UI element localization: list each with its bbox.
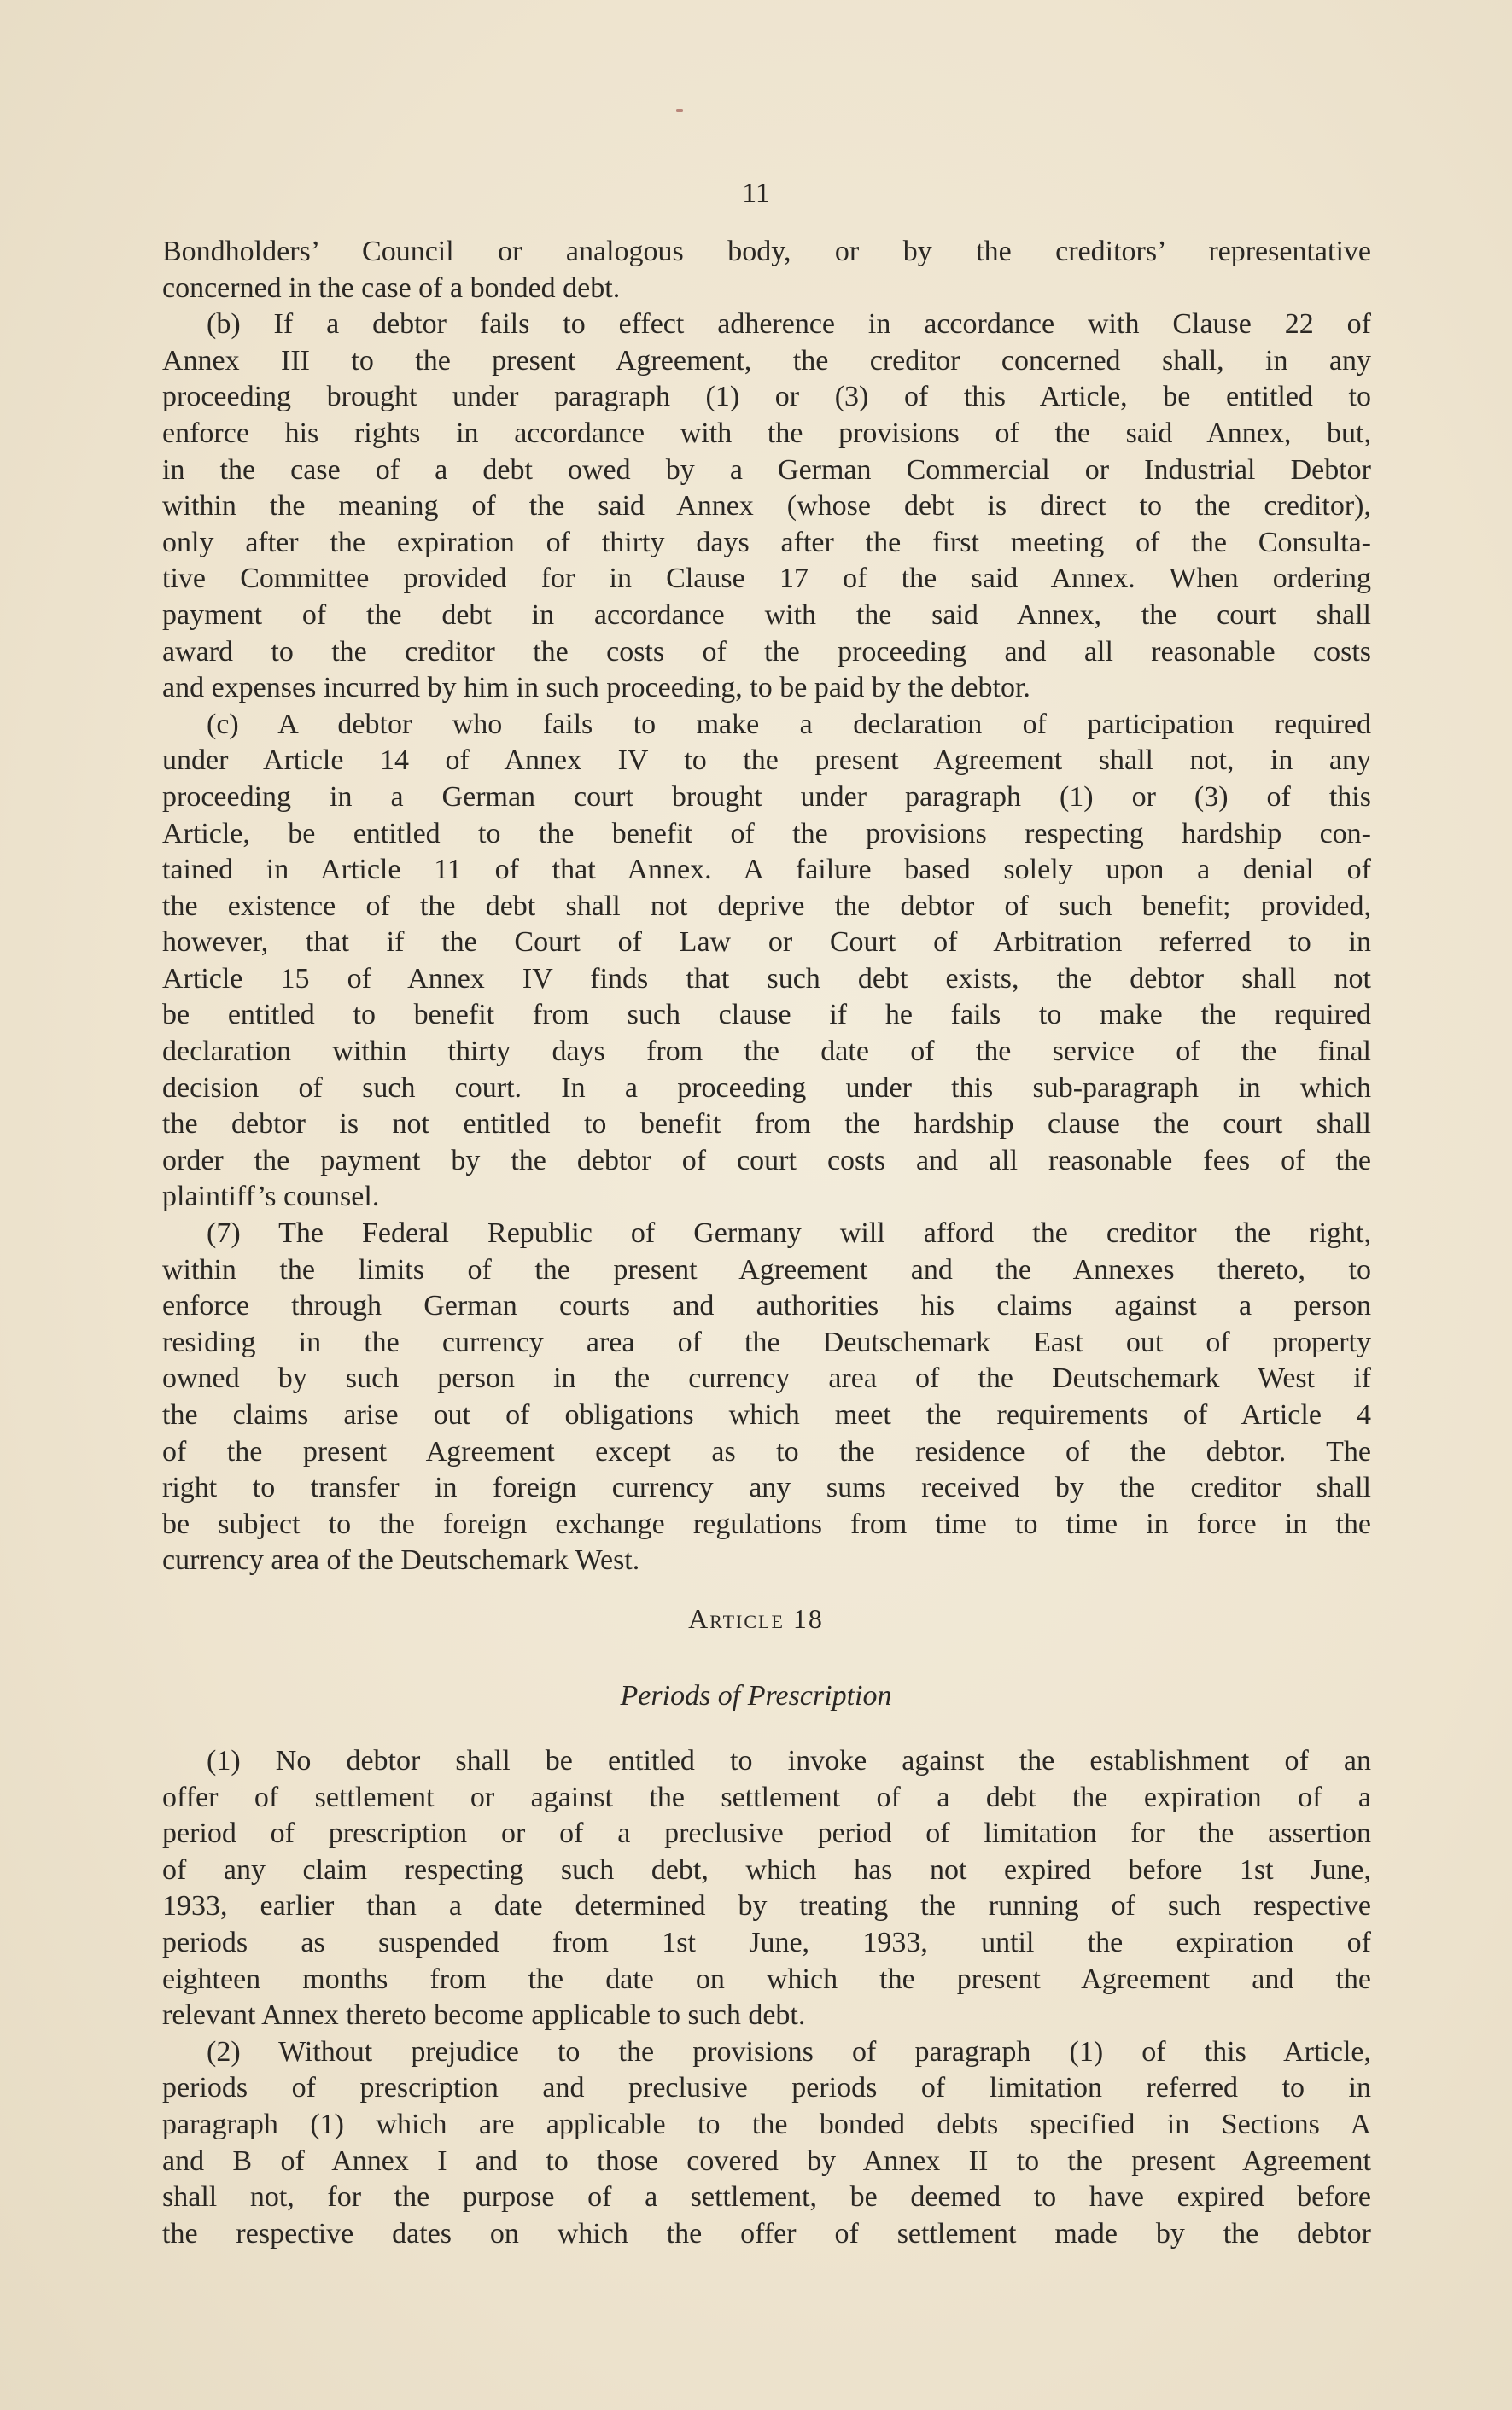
text-line: of the present Agreement except as to the residence of the debtor. The	[162, 1435, 1371, 1468]
text-line: payment of the debt in accordance with the said Annex, the court shall	[162, 598, 1371, 631]
text-line: 1933, earlier than a date determined by treating the running of such respective	[162, 1890, 1371, 1923]
text-line: tive Committee provided for in Clause 17 of the said Annex. When ordering	[162, 563, 1371, 595]
text-line: within the meaning of the said Annex (whose debt is direct to the creditor),	[162, 490, 1371, 522]
text-line: of any claim respecting such debt, which has not expired before 1st June,	[162, 1853, 1371, 1886]
text-line: under Article 14 of Annex IV to the present Agreement shall not, in any	[162, 744, 1371, 777]
text-line: periods of prescription and preclusive periods of limitation referred to in	[162, 2072, 1371, 2104]
text-line: declaration within thirty days from the date of the service of the final	[162, 1036, 1371, 1068]
text-line: and expenses incurred by him in such proceeding, to be paid by the debtor.	[162, 672, 1030, 704]
text-line: and B of Annex I and to those covered by Annex II to the present Agreement	[162, 2144, 1371, 2177]
text-line: (7) The Federal Republic of Germany will afford the creditor the right,	[207, 1217, 1371, 1250]
text-line: award to the creditor the costs of the proceeding and all reasonable costs	[162, 635, 1371, 668]
text-line: proceeding brought under paragraph (1) or (3) of this Article, be entitled to	[162, 381, 1371, 413]
body-text-block-2	[162, 1743, 1371, 2252]
text-line: owned by such person in the currency area of the Deutschemark West if	[162, 1363, 1371, 1395]
text-line: be entitled to benefit from such clause if he fails to make the required	[162, 999, 1371, 1031]
text-line: period of prescription or of a preclusive period of limitation for the assertion	[162, 1818, 1371, 1850]
article-heading: Article 18	[688, 1603, 824, 1634]
text-line: order the payment by the debtor of court costs and all reasonable fees of the	[162, 1144, 1371, 1176]
text-line: be subject to the foreign exchange regulations from time to time in force in the	[162, 1508, 1371, 1540]
text-line: the respective dates on which the offer of settlement made by the debtor	[162, 2217, 1371, 2250]
text-line: in the case of a debt owed by a German Commercial or Industrial Debtor	[162, 453, 1371, 486]
text-line: Article 15 of Annex IV finds that such debt exists, the debtor shall not	[162, 962, 1371, 995]
decorative-mark	[676, 109, 683, 112]
page-number: 11	[742, 178, 770, 209]
text-line: right to transfer in foreign currency any sums received by the creditor shall	[162, 1472, 1371, 1504]
text-line: paragraph (1) which are applicable to the bonded debts specified in Sections A	[162, 2108, 1371, 2140]
text-line: relevant Annex thereto become applicable to such debt.	[162, 1999, 806, 2032]
text-line: currency area of the Deutschemark West.	[162, 1544, 640, 1577]
text-line: periods as suspended from 1st June, 1933, until the expiration of	[162, 1926, 1371, 1958]
text-line: plaintiff’s counsel.	[162, 1181, 380, 1213]
text-line: (2) Without prejudice to the provisions of paragraph (1) of this Article,	[207, 2035, 1371, 2068]
text-line: enforce through German courts and authorities his claims against a person	[162, 1290, 1371, 1322]
text-line: only after the expiration of thirty days after the first meeting of the Consulta-	[162, 526, 1371, 558]
text-line: residing in the currency area of the Deutschemark East out of property	[162, 1326, 1371, 1358]
text-line: within the limits of the present Agreement and the Annexes thereto, to	[162, 1253, 1371, 1286]
text-line: Bondholders’ Council or analogous body, or by the creditors’ representative	[162, 236, 1371, 267]
text-line: tained in Article 11 of that Annex. A failure based solely upon a denial of	[162, 854, 1371, 886]
text-line: eighteen months from the date on which the present Agreement and the	[162, 1963, 1371, 1995]
text-line: shall not, for the purpose of a settlement, be deemed to have expired before	[162, 2181, 1371, 2214]
text-line: decision of such court. In a proceeding under this sub-paragraph in which	[162, 1071, 1371, 1104]
text-line: the debtor is not entitled to benefit from the hardship clause the court shall	[162, 1108, 1371, 1141]
article-subheading: Periods of Prescription	[620, 1680, 892, 1712]
text-line: Article, be entitled to the benefit of the provisions respecting hardship con-	[162, 817, 1371, 849]
text-line: however, that if the Court of Law or Court of Arbitration referred to in	[162, 926, 1371, 959]
text-line: (1) No debtor shall be entitled to invoke against the establishment of an	[207, 1745, 1371, 1777]
text-line: proceeding in a German court brought under paragraph (1) or (3) of this	[162, 780, 1371, 813]
body-text-block-1	[162, 234, 1371, 1579]
text-line: Annex III to the present Agreement, the creditor concerned shall, in any	[162, 344, 1371, 376]
text-line: enforce his rights in accordance with the provisions of the said Annex, but,	[162, 417, 1371, 449]
text-line: the claims arise out of obligations which meet the requirements of Article 4	[162, 1399, 1371, 1431]
text-line: (c) A debtor who fails to make a declaration of participation required	[207, 708, 1371, 740]
text-line: (b) If a debtor fails to effect adherence in accordance with Clause 22 of	[207, 308, 1371, 341]
text-line: concerned in the case of a bonded debt.	[162, 271, 621, 304]
text-line: the existence of the debt shall not deprive the debtor of such benefit; provided,	[162, 890, 1371, 922]
text-line: offer of settlement or against the settlement of a debt the expiration of a	[162, 1781, 1371, 1813]
